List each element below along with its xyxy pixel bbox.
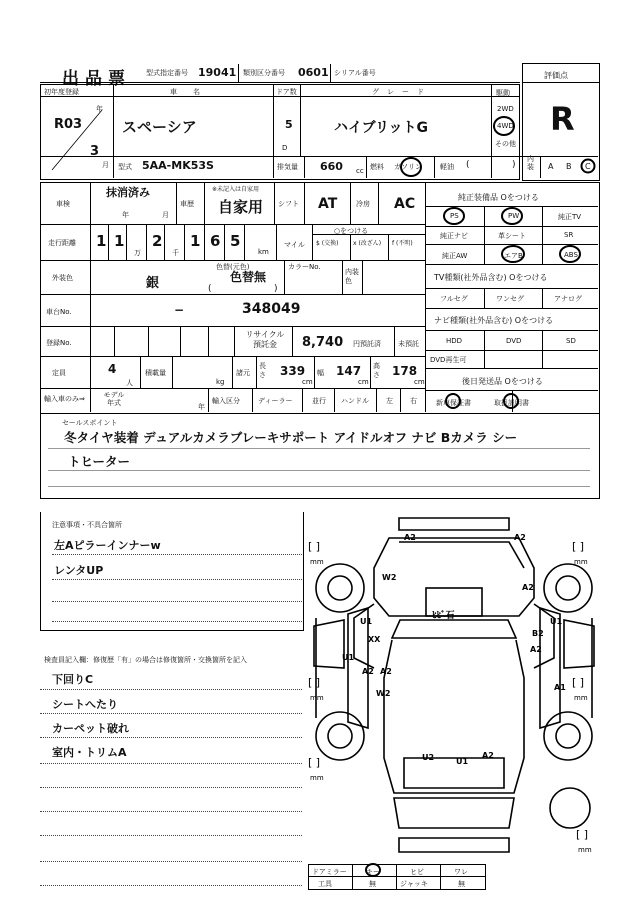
rule: [40, 736, 302, 738]
divider: [542, 288, 543, 308]
footer-key-circle: [364, 863, 382, 877]
car-name-label: 車名: [170, 88, 216, 96]
later-manual: 取扱説明書: [494, 399, 529, 407]
divider: [540, 156, 541, 178]
damage-mark: XX: [368, 635, 381, 644]
repaint-paren: (: [208, 284, 212, 294]
divider: [40, 326, 425, 327]
divider: [304, 182, 305, 224]
rule: [40, 762, 302, 764]
drive-label: 駆動: [496, 89, 510, 97]
ac-label: 冷房: [356, 200, 370, 208]
footer-jack: 無: [458, 880, 465, 888]
fuel-gasoline: ガソリン: [394, 163, 422, 171]
import-type-label: 輸入区分: [212, 397, 240, 405]
right-door: [540, 608, 563, 728]
history-note: ※未記入は自家用: [212, 186, 260, 193]
wheel-hub: [556, 576, 580, 600]
car-damage-diagram: [304, 508, 604, 864]
car-name: スペーシア: [122, 118, 197, 136]
damage-mark: A2: [530, 645, 542, 654]
divider: [90, 388, 91, 412]
capacity-value: 4: [108, 362, 117, 376]
sales-point-line1: 冬タイヤ装着 デュアルカメラブレーキサポート アイドルオフ ナビ Bカメラ シー: [64, 430, 518, 445]
divider: [425, 308, 598, 309]
history-value: 自家用: [218, 198, 264, 216]
divider: [425, 288, 598, 289]
inspection-year-unit: 年: [122, 211, 129, 219]
divider: [184, 224, 185, 260]
length-value: 339: [280, 364, 306, 378]
divider: [342, 260, 343, 294]
model-label: 型式: [118, 163, 132, 171]
chassis-dash: −: [174, 303, 185, 317]
later-manual-circle: [502, 392, 520, 410]
footer-mirror: ドアミラー: [312, 868, 347, 876]
type-no: 19041: [198, 66, 237, 79]
displacement-value: 660: [320, 160, 343, 173]
capacity-unit: 人: [126, 379, 133, 387]
type-no-label: 型式指定番号: [146, 69, 188, 77]
damage-mark: A2: [522, 583, 534, 592]
divider: [276, 224, 277, 260]
sales-point-line2: トヒーター: [68, 454, 131, 469]
shift-label: シフト: [278, 200, 299, 208]
drive-4wd: 4WD: [497, 122, 514, 130]
equip-pw: PW: [508, 212, 520, 220]
divider: [204, 224, 205, 260]
divider: [312, 224, 313, 260]
equip-ps: PS: [450, 212, 459, 220]
divider: [396, 864, 397, 889]
divider: [224, 224, 225, 260]
equip-abs-circle: [558, 245, 582, 263]
navi-hdd: HDD: [446, 337, 463, 345]
meter-circle-note: ○をつける: [334, 227, 369, 235]
month-unit: 月: [102, 161, 109, 169]
mileage-digit: 5: [230, 232, 241, 250]
height-label: 高さ: [373, 362, 380, 379]
divider: [434, 156, 435, 178]
divider: [304, 156, 305, 178]
footer-jack-label: ジャッキ: [400, 880, 428, 888]
model-year-unit: 年: [198, 403, 205, 411]
divider: [252, 388, 253, 412]
mileage-digit: 1: [96, 232, 107, 250]
front-right-wheel: [544, 564, 592, 612]
divider: [394, 326, 395, 356]
model-year-label: モデル年式: [103, 391, 125, 407]
fuel-diesel: 軽油: [440, 163, 454, 171]
dvd-playback: DVD再生可: [430, 356, 467, 364]
displacement-label: 排気量: [277, 163, 298, 171]
score-label: 評価点: [544, 71, 568, 80]
divider: [425, 330, 598, 331]
class-no: 0601: [298, 66, 329, 79]
divider: [204, 182, 205, 224]
divider: [274, 182, 275, 224]
inspector-line1: 下回りC: [52, 673, 94, 686]
interior-c-circle: [580, 158, 596, 174]
chip-note: ﾋﾋﾞ石: [432, 611, 455, 621]
divider: [388, 234, 389, 260]
title-underline: [40, 82, 520, 83]
rule: [40, 688, 302, 690]
inspection-month-unit: 月: [162, 211, 169, 219]
rule: [40, 884, 302, 886]
fuel-paren: ): [512, 160, 516, 170]
damage-mark: A2: [404, 533, 416, 542]
load-label: 積載量: [145, 369, 166, 377]
fuel-gasoline-circle: [398, 156, 424, 178]
caution-box: [40, 512, 304, 631]
footer-key: キー: [366, 868, 380, 876]
mm-unit: mm: [310, 558, 324, 566]
mm-bracket: [ ]: [572, 540, 585, 553]
recycle-unit: 円預託済: [353, 340, 381, 348]
divider: [425, 182, 426, 412]
serial-label: シリアル番号: [334, 69, 376, 77]
mileage-digit: 1: [114, 232, 125, 250]
mileage-km: km: [258, 248, 269, 256]
meter-opt-unknown: f (不明): [392, 240, 413, 247]
damage-mark: A1: [554, 683, 566, 692]
equip-navi: 純正ナビ: [440, 232, 468, 240]
equip-tv: 純正TV: [558, 213, 582, 221]
grade-value: ハイブリットG: [334, 120, 428, 136]
sheet-title: 出品票: [62, 69, 131, 89]
length-label: 長さ: [259, 362, 266, 379]
mm-unit: mm: [310, 694, 324, 702]
repaint-paren: ): [274, 284, 278, 294]
divider: [352, 864, 353, 889]
inspector-line3: カーペット破れ: [52, 722, 129, 735]
cabin: [384, 640, 524, 793]
handle-label: ハンドル: [341, 397, 369, 405]
interior-label: 内装: [527, 155, 534, 171]
capacity-label: 定員: [52, 369, 66, 377]
length-unit: cm: [302, 378, 313, 386]
divider: [238, 64, 239, 82]
divider: [302, 388, 303, 412]
divider: [113, 84, 114, 178]
footer-break: ワレ: [454, 868, 468, 876]
mileage-digit: 6: [210, 232, 221, 250]
later-title: 後日発送品 Oをつける: [462, 377, 543, 386]
chassis-label: 車台No.: [46, 308, 72, 316]
mile-label: マイル: [284, 241, 305, 249]
first-reg-label: 初年度登録: [44, 88, 79, 96]
mm-bracket: [ ]: [576, 828, 589, 841]
color-value: 銀: [146, 276, 160, 291]
navi-title: ナビ種類(社外品含む) Oをつける: [434, 316, 554, 325]
divider: [362, 260, 363, 294]
rear-left-wheel: [316, 712, 364, 760]
footer-tools: 無: [369, 880, 376, 888]
drive-2wd: 2WD: [497, 105, 514, 113]
meter-opt-exchange: $ (交換): [316, 240, 339, 247]
rule: [40, 810, 302, 812]
year-unit: 年: [96, 105, 103, 113]
divider: [292, 326, 293, 356]
doors-label: ドア数: [276, 88, 297, 96]
divider: [484, 330, 485, 368]
equip-sr: SR: [564, 231, 574, 239]
rule: [40, 786, 302, 788]
mm-unit: mm: [574, 558, 588, 566]
tv-oneseg: ワンセグ: [496, 295, 524, 303]
import-parallel: 並行: [312, 397, 326, 405]
equip-pw-circle: [500, 207, 524, 225]
height-value: 178: [392, 364, 418, 378]
recycle-value: 8,740: [302, 335, 344, 350]
divider: [378, 182, 379, 224]
equip-ps-circle: [442, 207, 466, 225]
equip-airbag: エアB: [504, 252, 523, 260]
import-dealer: ディーラー: [258, 397, 293, 405]
divider: [300, 84, 301, 156]
caution-line1: 左Aピラーインナーw: [54, 539, 161, 552]
divider: [350, 234, 351, 260]
divider: [350, 182, 351, 224]
width-value: 147: [336, 364, 362, 378]
divider: [164, 224, 165, 260]
divider: [522, 82, 599, 83]
damage-mark: U1: [550, 617, 563, 626]
mileage-man: 万: [134, 249, 141, 257]
spare-tire: [550, 788, 590, 828]
damage-mark: A2: [514, 533, 526, 542]
divider: [108, 224, 109, 260]
rule: [40, 712, 302, 714]
mm-unit: mm: [310, 774, 324, 782]
mileage-label: 走行距離: [48, 239, 76, 247]
divider: [425, 350, 598, 351]
divider: [491, 156, 598, 157]
damage-mark: W2: [376, 689, 391, 698]
divider: [146, 224, 147, 260]
divider: [314, 356, 315, 388]
left-front-door-side: [314, 620, 344, 668]
damage-mark: A2: [380, 667, 392, 676]
divider: [140, 356, 141, 388]
interior-color-label: 内装色: [345, 268, 359, 285]
damage-mark: B2: [532, 629, 544, 638]
divider: [176, 182, 177, 224]
divider: [114, 326, 115, 356]
divider: [425, 226, 598, 227]
divider: [40, 294, 425, 295]
width-label: 幅: [317, 369, 324, 377]
divider: [273, 156, 274, 178]
first-reg-year: R03: [54, 117, 83, 132]
tv-title: TV種類(社外品含む) Oをつける: [434, 273, 548, 282]
divider: [284, 260, 285, 294]
history-label: 車歴: [180, 200, 194, 208]
width-unit: cm: [358, 378, 369, 386]
load-unit: kg: [216, 378, 225, 386]
fuel-paren: (: [466, 160, 470, 170]
doors-unit: D: [282, 144, 288, 152]
damage-mark: U1: [456, 757, 469, 766]
cc-unit: cc: [356, 167, 364, 175]
front-left-wheel: [316, 564, 364, 612]
interior-grade-b: B: [566, 162, 572, 171]
ac-value: AC: [394, 196, 416, 212]
divider: [542, 206, 543, 264]
hood-line: [399, 542, 524, 568]
navi-sd: SD: [566, 337, 576, 345]
rear-bumper: [399, 838, 509, 852]
rear-hatch: [394, 798, 514, 828]
divider: [400, 388, 401, 412]
mm-unit: mm: [578, 846, 592, 854]
inspector-line2: シートへたり: [52, 698, 118, 711]
model-value: 5AA-MK53S: [142, 159, 214, 172]
divider: [126, 224, 127, 260]
class-no-label: 類別区分番号: [243, 69, 285, 77]
doors-value: 5: [285, 118, 293, 131]
windshield: [392, 620, 516, 638]
divider: [334, 388, 335, 412]
mileage-digit: 1: [190, 232, 201, 250]
equip-abs: ABS: [564, 251, 578, 259]
equip-leather: 革シート: [498, 232, 526, 240]
divider: [273, 84, 274, 156]
wheel-hub: [328, 724, 352, 748]
mileage-sen: 千: [172, 249, 179, 257]
divider: [208, 388, 209, 412]
damage-mark: W2: [382, 573, 397, 582]
divider: [370, 356, 371, 388]
meter-opt-tamper: x (改ざん): [353, 240, 382, 247]
divider: [40, 260, 425, 261]
footer-crack: ヒビ: [410, 868, 424, 876]
divider: [90, 182, 91, 388]
tv-analog: アナログ: [554, 295, 582, 303]
caution-label: 注意事項・不具合箇所: [52, 521, 122, 529]
fuel-label: 燃料: [370, 163, 384, 171]
divider: [366, 156, 367, 178]
color-label: 外装色: [52, 274, 73, 282]
divider: [244, 224, 245, 260]
rule: [48, 470, 590, 471]
rule: [48, 448, 590, 449]
handle-left: 左: [386, 397, 393, 405]
divider: [148, 326, 149, 356]
hood: [374, 538, 534, 616]
first-reg-month: 3: [90, 144, 100, 159]
divider: [40, 388, 425, 389]
drive-other: その他: [495, 140, 516, 148]
damage-mark: A2: [362, 667, 374, 676]
later-warranty: 新車保証書: [436, 399, 471, 407]
mm-bracket: [ ]: [308, 756, 321, 769]
dims-label: 諸元: [236, 369, 250, 377]
genuine-title: 純正装備品 Oをつける: [458, 193, 539, 202]
grade-label: グレード: [372, 88, 432, 96]
equip-airbag-circle: [500, 245, 526, 263]
divider: [312, 234, 425, 235]
score-value: R: [550, 100, 575, 138]
divider: [425, 264, 598, 265]
footer-tools-label: 工具: [318, 880, 332, 888]
chassis-value: 348049: [242, 301, 301, 317]
caution-line2: レンタUP: [54, 564, 104, 577]
inspector-label: 検査員記入欄：修復歴「有」の場合は修復箇所・交換箇所を記入: [44, 656, 247, 664]
right-front-door-side: [564, 620, 594, 668]
handle-right: 右: [410, 397, 417, 405]
recycle-unpaid: 未預託: [398, 340, 419, 348]
color-no-label: カラーNo.: [288, 263, 321, 271]
inspector-line4: 室内・トリムA: [52, 746, 127, 759]
damage-mark: U1: [360, 617, 373, 626]
mm-bracket: [ ]: [308, 540, 321, 553]
rear-right-wheel: [544, 712, 592, 760]
recycle-label: リサイクル預託金: [245, 330, 285, 349]
mileage-digit: 2: [152, 232, 163, 250]
divider: [208, 326, 209, 356]
rule: [48, 486, 590, 487]
divider: [330, 64, 331, 82]
front-bumper: [399, 518, 509, 530]
rule: [40, 834, 302, 836]
inspection-value: 抹消済み: [106, 186, 150, 199]
inspection-label: 車検: [56, 200, 70, 208]
divider: [376, 388, 377, 412]
divider: [234, 326, 235, 356]
wheel-hub: [328, 576, 352, 600]
registration-label: 登録No.: [46, 339, 72, 347]
divider: [232, 356, 233, 388]
divider: [425, 368, 598, 369]
divider: [256, 356, 257, 388]
height-unit: cm: [414, 378, 425, 386]
shift-value: AT: [318, 196, 338, 212]
wheel-hub: [556, 724, 580, 748]
repaint-value: 色替無: [230, 270, 267, 284]
equip-aw: 純正AW: [442, 252, 468, 260]
sales-point-label: セールスポイント: [62, 419, 118, 427]
divider: [542, 330, 543, 368]
divider: [484, 288, 485, 308]
damage-mark: A2: [482, 751, 494, 760]
interior-grade-a: A: [548, 162, 554, 171]
mm-unit: mm: [574, 694, 588, 702]
mm-bracket: [ ]: [572, 676, 585, 689]
side-sills: [316, 618, 592, 718]
interior-grade-c: C: [585, 162, 591, 171]
divider: [180, 326, 181, 356]
rule: [40, 860, 302, 862]
tv-fullseg: フルセグ: [440, 295, 468, 303]
import-label: 輸入車のみ⇒: [44, 395, 85, 403]
later-warranty-circle: [444, 392, 462, 410]
divider: [172, 356, 173, 388]
repaint-label: 色替(元色): [216, 263, 250, 271]
damage-mark: U2: [422, 753, 435, 762]
divider: [440, 864, 441, 889]
damage-mark: U1: [342, 653, 355, 662]
drive-4wd-circle: [492, 116, 516, 136]
divider: [484, 206, 485, 264]
navi-dvd: DVD: [506, 337, 522, 345]
rear-glass: [404, 758, 504, 788]
mm-bracket: [ ]: [308, 676, 321, 689]
